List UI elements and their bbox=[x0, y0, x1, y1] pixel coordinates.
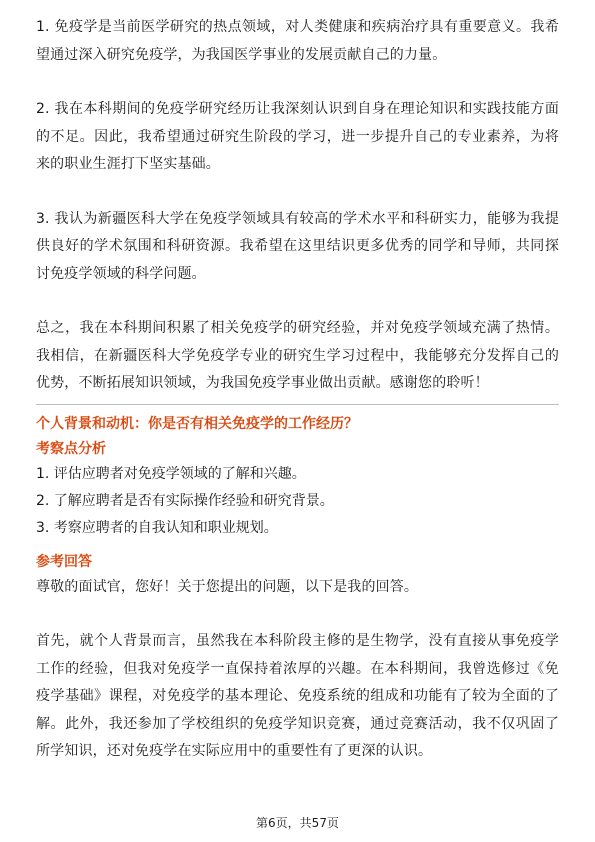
analysis-item: 1. 评估应聘者对免疫学领域的了解和兴趣。 bbox=[36, 465, 306, 482]
paragraph-reason-2: 2. 我在本科期间的免疫学研究经历让我深刻认识到自身在理论知识和实践技能方面的不足。因此，我希望通过研究生阶段的学习，进一步提升自己的专业素养，为将来的职业生涯打下坚实基础。 bbox=[36, 101, 559, 172]
paragraph-reason-1: 1. 免疫学是当前医学研究的热点领域，对人类健康和疾病治疗具有重要意义。我希望通过深入研究免疫学，为我国医学事业的发展贡献自己的力量。 bbox=[36, 19, 559, 63]
section-divider bbox=[36, 404, 559, 405]
question-heading: 个人背景和动机：你是否有相关免疫学的工作经历？ bbox=[36, 415, 358, 432]
answer-greeting: 尊敬的面试官，您好！关于您提出的问题，以下是我的回答。 bbox=[36, 578, 419, 595]
analysis-heading: 考察点分析 bbox=[36, 440, 106, 457]
paragraph-conclusion: 总之，我在本科期间积累了相关免疫学的研究经验，并对免疫学领域充满了热情。我相信，在新疆医科大学免疫学专业的研究生学习过程中，我能够充分发挥自己的优势，不断拓展知识领域，为我国免疫学事业做出贡献。感谢您的聆听！ bbox=[36, 320, 559, 391]
page-number: 第6页，共57页 bbox=[256, 816, 339, 830]
analysis-item: 2. 了解应聘者是否有实际操作经验和研究背景。 bbox=[36, 492, 334, 509]
answer-heading: 参考回答 bbox=[36, 553, 92, 570]
answer-body: 首先，就个人背景而言，虽然我在本科阶段主修的是生物学，没有直接从事免疫学工作的经验，但我对免疫学一直保持着浓厚的兴趣。在本科期间，我曾选修过《免疫学基础》课程，对免疫学的基本理论、免疫系统的组成和功能有了较为全面的了解。此外，我还参加了学校组织的免疫学知识竞赛，通过竞赛活动，我不仅巩固了所学知识，还对免疫学在实际应用中的重要性有了更深的认识。 bbox=[36, 633, 559, 759]
page-content bbox=[36, 14, 559, 766]
analysis-item: 3. 考察应聘者的自我认知和职业规划。 bbox=[36, 519, 278, 536]
paragraph-reason-3: 3. 我认为新疆医科大学在免疫学领域具有较高的学术水平和科研实力，能够为我提供良好的学术氛围和科研资源。我希望在这里结识更多优秀的同学和导师，共同探讨免疫学领域的科学问题。 bbox=[36, 210, 559, 282]
